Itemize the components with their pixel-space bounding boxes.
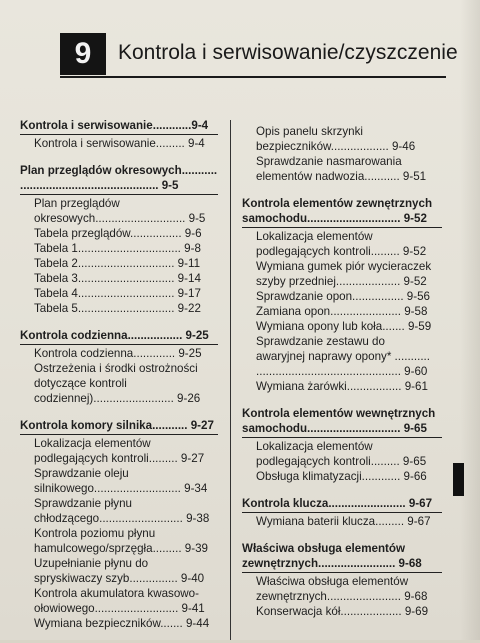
toc-entry[interactable]: Sprawdzanie opon................ 9-56	[256, 290, 431, 303]
toc-entry[interactable]: Tabela 2.............................. 9-11	[34, 257, 201, 270]
toc-section-heading[interactable]: Kontrola codzienna................. 9-25	[20, 328, 218, 345]
toc-section	[20, 118, 218, 151]
toc-entry[interactable]: Tabela przeglądów................ 9-6	[34, 227, 202, 240]
toc-entry[interactable]: Tabela 5.............................. 9-22	[34, 302, 201, 315]
title-rule	[60, 76, 446, 78]
toc-entry[interactable]: Plan przeglądów okresowych............................ 9-5	[34, 197, 206, 225]
toc-section	[20, 418, 218, 631]
toc-entry[interactable]: Opis panelu skrzynki bezpieczników.................. 9-46	[256, 125, 416, 153]
toc-section-heading[interactable]: Kontrola klucza........................ 9-67	[242, 496, 442, 513]
toc-left-column	[20, 118, 218, 643]
toc-entry[interactable]: Tabela 1................................ 9-8	[34, 242, 201, 255]
toc-entry[interactable]: Kontrola i serwisowanie......... 9-4	[34, 137, 205, 150]
toc-entry[interactable]: Lokalizacja elementów podlegających kontroli......... 9-27	[34, 437, 205, 465]
toc-section-heading[interactable]: Kontrola elementów zewnętrznych samochodu............................. 9-52	[242, 196, 442, 228]
toc-entry[interactable]: Tabela 4.............................. 9-17	[34, 287, 201, 300]
toc-entry[interactable]: Sprawdzanie nasmarowania elementów nadwozia........... 9-51	[256, 155, 427, 183]
toc-entry[interactable]: Lokalizacja elementów podlegających kontroli......... 9-65	[256, 440, 427, 468]
toc-right-column	[242, 124, 442, 631]
toc-entry[interactable]: Konserwacja kół................... 9-69	[256, 605, 429, 618]
toc-entry[interactable]: Właściwa obsługa elementów zewnętrznych....................... 9-68	[256, 575, 428, 603]
column-divider	[230, 120, 231, 640]
toc-entry[interactable]: Wymiana opony lub koła....... 9-59	[256, 320, 432, 333]
page-shadow	[460, 0, 480, 640]
toc-section	[242, 406, 442, 484]
toc-section-heading[interactable]: Właściwa obsługa elementów zewnętrznych........................ 9-68	[242, 541, 442, 573]
toc-section	[242, 124, 442, 184]
toc-section	[20, 163, 218, 316]
toc-entry[interactable]: Sprawdzanie oleju silnikowego........................... 9-34	[34, 467, 208, 495]
toc-section	[20, 328, 218, 406]
toc-entry[interactable]: Wymiana bezpieczników....... 9-44	[34, 617, 210, 630]
chapter-number-badge: 9	[60, 33, 106, 75]
toc-entry[interactable]: Kontrola poziomu płynu hamulcowego/sprzęgła......... 9-39	[34, 527, 208, 555]
toc-entry[interactable]: Zamiana opon...................... 9-58	[256, 305, 428, 318]
toc-section-heading[interactable]: Kontrola i serwisowanie............9-4	[20, 118, 218, 135]
toc-entry[interactable]: Obsługa klimatyzacji............ 9-66	[256, 470, 427, 483]
toc-section	[242, 196, 442, 394]
toc-section-heading[interactable]: Kontrola elementów wewnętrznych samochodu............................. 9-65	[242, 406, 442, 438]
toc-entry[interactable]: Sprawdzanie płynu chłodzącego.......................... 9-38	[34, 497, 210, 525]
toc-entry[interactable]: Wymiana gumek piór wycieraczek szyby przedniej.................... 9-52	[256, 260, 432, 288]
toc-entry[interactable]: Lokalizacja elementów podlegających kontroli......... 9-52	[256, 230, 427, 258]
toc-section-heading[interactable]: Kontrola komory silnika........... 9-27	[20, 418, 218, 435]
toc-entry[interactable]: Uzupełnianie płynu do spryskiwaczy szyb............... 9-40	[34, 557, 205, 585]
chapter-tab-marker	[453, 463, 464, 496]
toc-entry[interactable]: Kontrola codzienna............. 9-25	[34, 347, 202, 360]
toc-entry[interactable]: Tabela 3.............................. 9-14	[34, 272, 201, 285]
toc-entry[interactable]: Wymiana żarówki................. 9-61	[256, 380, 428, 393]
toc-entry[interactable]: Wymiana baterii klucza......... 9-67	[256, 515, 431, 528]
toc-section-heading[interactable]: Plan przeglądów okresowych........... ........................................... 9-5	[20, 163, 218, 195]
chapter-title: Kontrola i serwisowanie/czyszczenie	[118, 41, 458, 64]
toc-entry[interactable]: Kontrola akumulatora kwasowo- ołowiowego.......................... 9-41	[34, 587, 205, 615]
toc-section	[242, 541, 442, 619]
toc-entry[interactable]: Ostrzeżenia i środki ostrożności dotyczące kontroli codziennej)......................... 9-26	[34, 362, 201, 405]
toc-entry[interactable]: Sprawdzanie zestawu do awaryjnej naprawy opony* ........... ............................................. 9-60	[256, 335, 430, 378]
toc-section	[242, 496, 442, 529]
